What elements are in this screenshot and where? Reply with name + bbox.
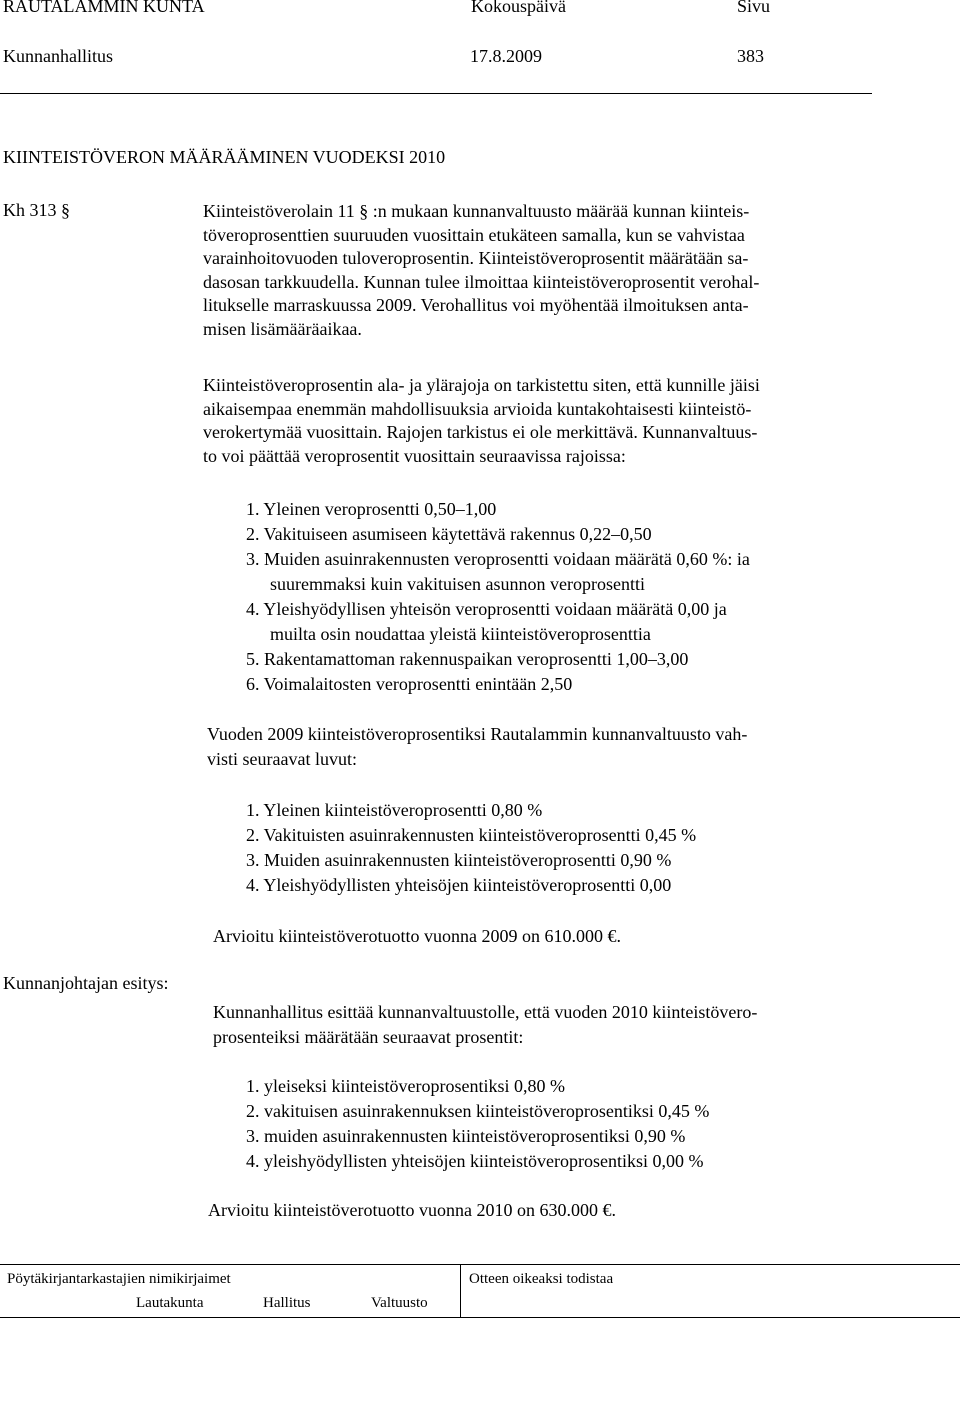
estimate-2009: Arvioitu kiinteistöverotuotto vuonna 2009 on 610.000 €. bbox=[213, 926, 621, 946]
limits-list bbox=[246, 497, 750, 697]
footer-rule bbox=[0, 1264, 960, 1265]
list-item: 4. yleishyödyllisten yhteisöjen kiinteistöveroprosentiksi 0,00 % bbox=[246, 1151, 704, 1171]
rates-2009-line: visti seuraavat luvut: bbox=[207, 749, 357, 769]
list-item: 4. Yleishyödyllisen yhteisön veroprosentti voidaan määrätä 0,00 ja bbox=[246, 599, 727, 619]
list-item-continuation: suuremmaksi kuin vakituisen asunnon veroprosentti bbox=[270, 574, 645, 594]
list-item: 1. Yleinen veroprosentti 0,50–1,00 bbox=[246, 499, 497, 519]
limits-line: to voi päättää veroprosentit vuosittain seuraavissa rajoissa: bbox=[203, 445, 626, 466]
footer-bottom-rule bbox=[0, 1317, 960, 1318]
intro-line: misen lisämääräaikaa. bbox=[203, 318, 362, 339]
footer-column-valtuusto: Valtuusto bbox=[371, 1295, 428, 1311]
list-item: 6. Voimalaitosten veroprosentti enintään 2,50 bbox=[246, 674, 573, 694]
header-page-number: 383 bbox=[737, 46, 764, 66]
list-item-continuation: muilta osin noudattaa yleistä kiinteistöveroprosenttia bbox=[270, 624, 651, 644]
list-item: 4. Yleishyödyllisten yhteisöjen kiinteistöveroprosentti 0,00 bbox=[246, 875, 672, 895]
footer-column-hallitus: Hallitus bbox=[263, 1295, 311, 1311]
footer-certified-label: Otteen oikeaksi todistaa bbox=[469, 1271, 614, 1287]
header-page-label: Sivu bbox=[737, 0, 771, 16]
section-number bbox=[3, 200, 70, 221]
limits-line: Kiinteistöveroprosentin ala- ja ylärajoja on tarkistettu siten, että kunnille jäisi bbox=[203, 375, 760, 395]
intro-line: litukselle marraskuussa 2009. Verohallitus voi myöhentää ilmoituksen anta- bbox=[203, 295, 749, 315]
list-item: 3. muiden asuinrakennusten kiinteistöveroprosentiksi 0,90 % bbox=[246, 1126, 686, 1146]
proposal-line: Kunnanhallitus esittää kunnanvaltuustolle, että vuoden 2010 kiinteistövero- bbox=[213, 1002, 758, 1022]
footer-divider bbox=[460, 1264, 461, 1318]
section-number-text: Kh 313 bbox=[3, 200, 57, 220]
intro-line: Kiinteistöverolain 11 § :n mukaan kunnanvaltuusto määrää kunnan kiinteis- bbox=[203, 201, 750, 221]
header-org: RAUTALAMMIN KUNTA bbox=[3, 0, 205, 16]
list-item: 2. Vakituisten asuinrakennusten kiinteistöveroprosentti 0,45 % bbox=[246, 825, 697, 845]
list-item: 2. Vakituiseen asumiseen käytettävä rakennus 0,22–0,50 bbox=[246, 524, 652, 544]
list-item: 1. yleiseksi kiinteistöveroprosentiksi 0,80 % bbox=[246, 1076, 565, 1096]
limits-line: aikaisempaa enemmän mahdollisuuksia arvioida kuntakohtaisesti kiinteistö- bbox=[203, 398, 752, 419]
section-symbol: § bbox=[61, 200, 70, 220]
list-item: 2. vakituisen asuinrakennuksen kiinteistöveroprosentiksi 0,45 % bbox=[246, 1101, 710, 1121]
limits-line: verokertymää vuosittain. Rajojen tarkistus ei ole merkittävä. Kunnanvaltuus- bbox=[203, 422, 758, 442]
header-rule bbox=[0, 93, 872, 94]
list-item: 3. Muiden asuinrakennusten veroprosentti voidaan määrätä 0,60 %: ia bbox=[246, 549, 750, 569]
header-date: 17.8.2009 bbox=[470, 46, 542, 66]
document-title: KIINTEISTÖVERON MÄÄRÄÄMINEN VUODEKSI 2010 bbox=[3, 147, 446, 167]
header-body: Kunnanhallitus bbox=[3, 46, 113, 66]
limits-paragraph bbox=[203, 374, 873, 468]
footer-signatures-label: Pöytäkirjantarkastajien nimikirjaimet bbox=[7, 1271, 231, 1287]
intro-line: dasosan tarkkuudella. Kunnan tulee ilmoittaa kiinteistöveroprosentit verohal- bbox=[203, 271, 760, 292]
rates-2009-paragraph bbox=[207, 722, 877, 772]
list-item: 3. Muiden asuinrakennusten kiinteistöveroprosentti 0,90 % bbox=[246, 850, 672, 870]
proposal-paragraph bbox=[213, 1000, 883, 1050]
list-item: 5. Rakentamattoman rakennuspaikan veroprosentti 1,00–3,00 bbox=[246, 649, 689, 669]
intro-paragraph bbox=[203, 200, 873, 341]
footer-column-lautakunta: Lautakunta bbox=[136, 1295, 204, 1311]
intro-line: varainhoitovuoden tuloveroprosentin. Kiinteistöveroprosentit määrätään sa- bbox=[203, 248, 749, 268]
list-item: 1. Yleinen kiinteistöveroprosentti 0,80 % bbox=[246, 800, 543, 820]
proposal-line: prosenteiksi määrätään seuraavat prosentit: bbox=[213, 1027, 524, 1047]
proposal-list bbox=[246, 1074, 709, 1174]
rates-2009-line: Vuoden 2009 kiinteistöveroprosentiksi Rautalammin kunnanvaltuusto vah- bbox=[207, 724, 748, 744]
estimate-2010: Arvioitu kiinteistöverotuotto vuonna 2010 on 630.000 €. bbox=[208, 1200, 616, 1220]
proposal-label: Kunnanjohtajan esitys: bbox=[3, 973, 169, 993]
header-meeting-date-label: Kokouspäivä bbox=[471, 0, 566, 16]
intro-line: töveroprosenttien suuruuden vuosittain etukäteen samalla, kun se vahvistaa bbox=[203, 224, 745, 245]
rates-2009-list bbox=[246, 798, 696, 898]
